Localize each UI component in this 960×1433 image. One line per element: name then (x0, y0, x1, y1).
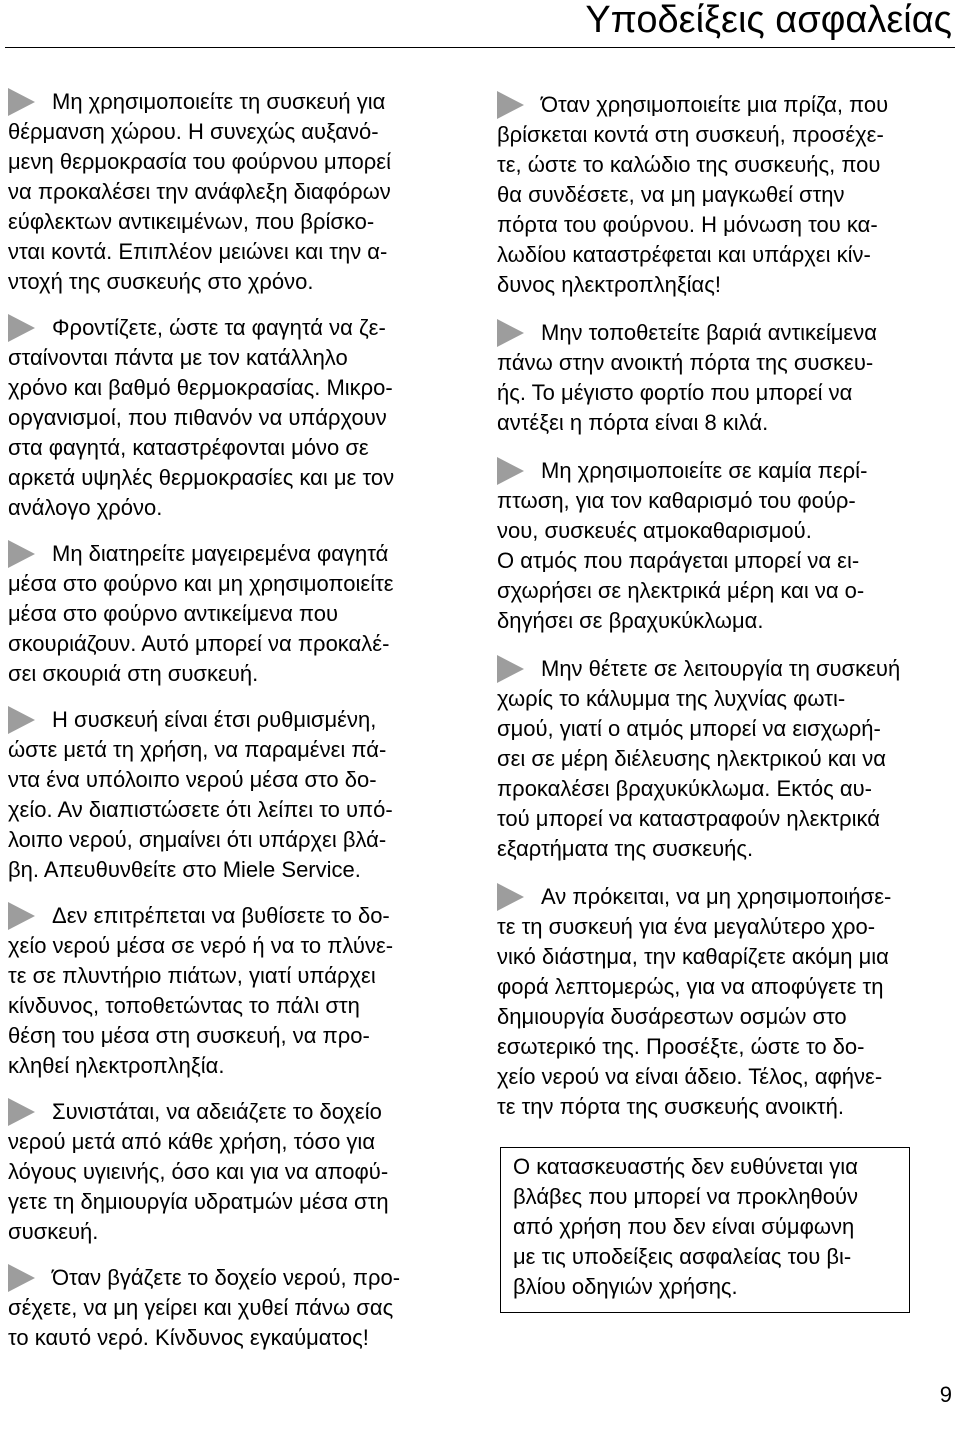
safety-instruction-text: Μη διατηρείτε μαγειρεμένα φαγητά μέσα στο φούρνο και μη χρησιμοποιείτε μέσα στο φούρνο αντικείμενα που σκουριάζουν. Αυτό μπορεί να προκαλέ- σει σκουριά στη συσκευή. (8, 541, 394, 686)
triangle-right-icon (8, 540, 35, 568)
safety-instruction-text: Συνιστάται, να αδειάζετε το δοχείο νερού μετά από κάθε χρήση, τόσο για λόγους υγιεινής, όσο και για να αποφύ- γετε τη δημιουργία υδρατμών μέσα στη συσκευή. (8, 1099, 389, 1244)
safety-instruction (8, 87, 463, 297)
triangle-right-icon (497, 883, 524, 911)
header-divider (5, 47, 955, 48)
left-column (8, 87, 463, 1369)
triangle-right-icon (8, 1264, 35, 1292)
triangle-right-icon (8, 314, 35, 342)
safety-instruction-text: Η συσκευή είναι έτσι ρυθμισμένη, ώστε μετά τη χρήση, να παραμένει πά- ντα ένα υπόλοιπο νερού μέσα στο δο- χείο. Αν διαπιστώσετε ότι λείπει το υπό- λοιπο νερού, σημαίνει ότι υπάρχει βλά- βη. Απευθυνθείτε στο Miele Service. (8, 707, 393, 882)
triangle-right-icon (497, 655, 524, 683)
right-column (497, 90, 955, 1313)
safety-instruction (8, 313, 463, 523)
safety-instruction-text: Μη χρησιμοποιείτε σε καμία περί- πτωση, για τον καθαρισμό του φούρ- νου, συσκευές ατμοκαθαρισμού. Ο ατμός που παράγεται μπορεί να ει- σχωρήσει σε ηλεκτρικά μέρη και να ο- δηγήσει σε βραχυκύκλωμα. (497, 458, 868, 633)
triangle-right-icon (8, 706, 35, 734)
triangle-right-icon (497, 319, 524, 347)
safety-instruction (8, 539, 463, 689)
triangle-right-icon (8, 1098, 35, 1126)
triangle-right-icon (8, 88, 35, 116)
page-title: Υποδείξεις ασφαλείας (585, 0, 952, 41)
safety-instruction-text: Όταν βγάζετε το δοχείο νερού, προ- σέχετε, να μη γείρει και χυθεί πάνω σας το καυτό νερό. Κίνδυνος εγκαύματος! (8, 1265, 401, 1350)
triangle-right-icon (497, 457, 524, 485)
safety-instruction (8, 901, 463, 1081)
safety-instruction-text: Μην θέτετε σε λειτουργία τη συσκευή χωρίς το κάλυμμα της λυχνίας φωτι- σμού, γιατί ο ατμός μπορεί να εισχωρή- σει σε μέρη διέλευσης ηλεκτρικού και να προκαλέσει βραχυκύκλωμα. Εκτός αυ- τού μπορεί να καταστραφούν ηλεκτρικά εξαρτήματα της συσκευής. (497, 656, 901, 861)
safety-instruction-text: Μην τοποθετείτε βαριά αντικείμενα πάνω στην ανοικτή πόρτα της συσκευ- ής. Το μέγιστο φορτίο που μπορεί να αντέξει η πόρτα είναι 8 κιλά. (497, 320, 877, 435)
safety-instruction-text: Όταν χρησιμοποιείτε μια πρίζα, που βρίσκεται κοντά στη συσκευή, προσέχε- τε, ώστε το καλώδιο της συσκευής, που θα συνδέσετε, να μη μαγκωθεί στην πόρτα του φούρνου. Η μόνωση του κα- λωδίου καταστρέφεται και υπάρχει κίν- δυνος ηλεκτροπληξίας! (497, 92, 889, 297)
safety-instruction (8, 1263, 463, 1353)
safety-instruction (497, 882, 955, 1122)
safety-instruction-text: Αν πρόκειται, να μη χρησιμοποιήσε- τε τη συσκευή για ένα μεγαλύτερο χρο- νικό διάστημα, την καθαρίζετε ακόμη μια φορά λεπτομερώς, για να αποφύγετε τη δημιουργία δυσάρεστων οσμών στο εσωτερικό της. Προσέξτε, ώστε το δο- χείο νερού να είναι άδειο. Τέλος, αφήνε- τε την πόρτα της συσκευής ανοικτή. (497, 884, 892, 1119)
safety-instruction (497, 654, 955, 864)
safety-instruction (497, 90, 955, 300)
safety-instruction-text: Φροντίζετε, ώστε τα φαγητά να ζε- σταίνονται πάντα με τον κατάλληλο χρόνο και βαθμό θερμοκρασίας. Μικρο- οργανισμοί, που πιθανόν να υπάρχουν στα φαγητά, καταστρέφονται μόνο σε αρκετά υψηλές θερμοκρασίες και με τον ανάλογο χρόνο. (8, 315, 395, 520)
disclaimer-note (500, 1147, 910, 1313)
triangle-right-icon (8, 902, 35, 930)
safety-instruction (8, 1097, 463, 1247)
safety-instruction (497, 318, 955, 438)
page-number: 9 (939, 1382, 952, 1407)
safety-instruction (8, 705, 463, 885)
safety-instruction-text: Μη χρησιμοποιείτε τη συσκευή για θέρμανση χώρου. Η συνεχώς αυξανό- μενη θερμοκρασία του φούρνου μπορεί να προκαλέσει την ανάφλεξη διαφόρων εύφλεκτων αντικειμένων, που βρίσκο- νται κοντά. Επιπλέον μειώνει και την α- ντοχή της συσκευής στο χρόνο. (8, 89, 392, 294)
disclaimer-note-text: Ο κατασκευαστής δεν ευθύνεται για βλάβες που μπορεί να προκληθούν από χρήση που δεν είναι σύμφωνη με τις υποδείξεις ασφαλείας του βι- βλίου οδηγιών χρήσης. (513, 1154, 859, 1299)
triangle-right-icon (497, 91, 524, 119)
safety-instruction-text: Δεν επιτρέπεται να βυθίσετε το δο- χείο νερού μέσα σε νερό ή να το πλύνε- τε σε πλυντήριο πιάτων, γιατί υπάρχει κίνδυνος, τοποθετώντας το πάλι στη θέση του μέσα στη συσκευή, να προ- κληθεί ηλεκτροπληξία. (8, 903, 394, 1078)
safety-instruction (497, 456, 955, 636)
